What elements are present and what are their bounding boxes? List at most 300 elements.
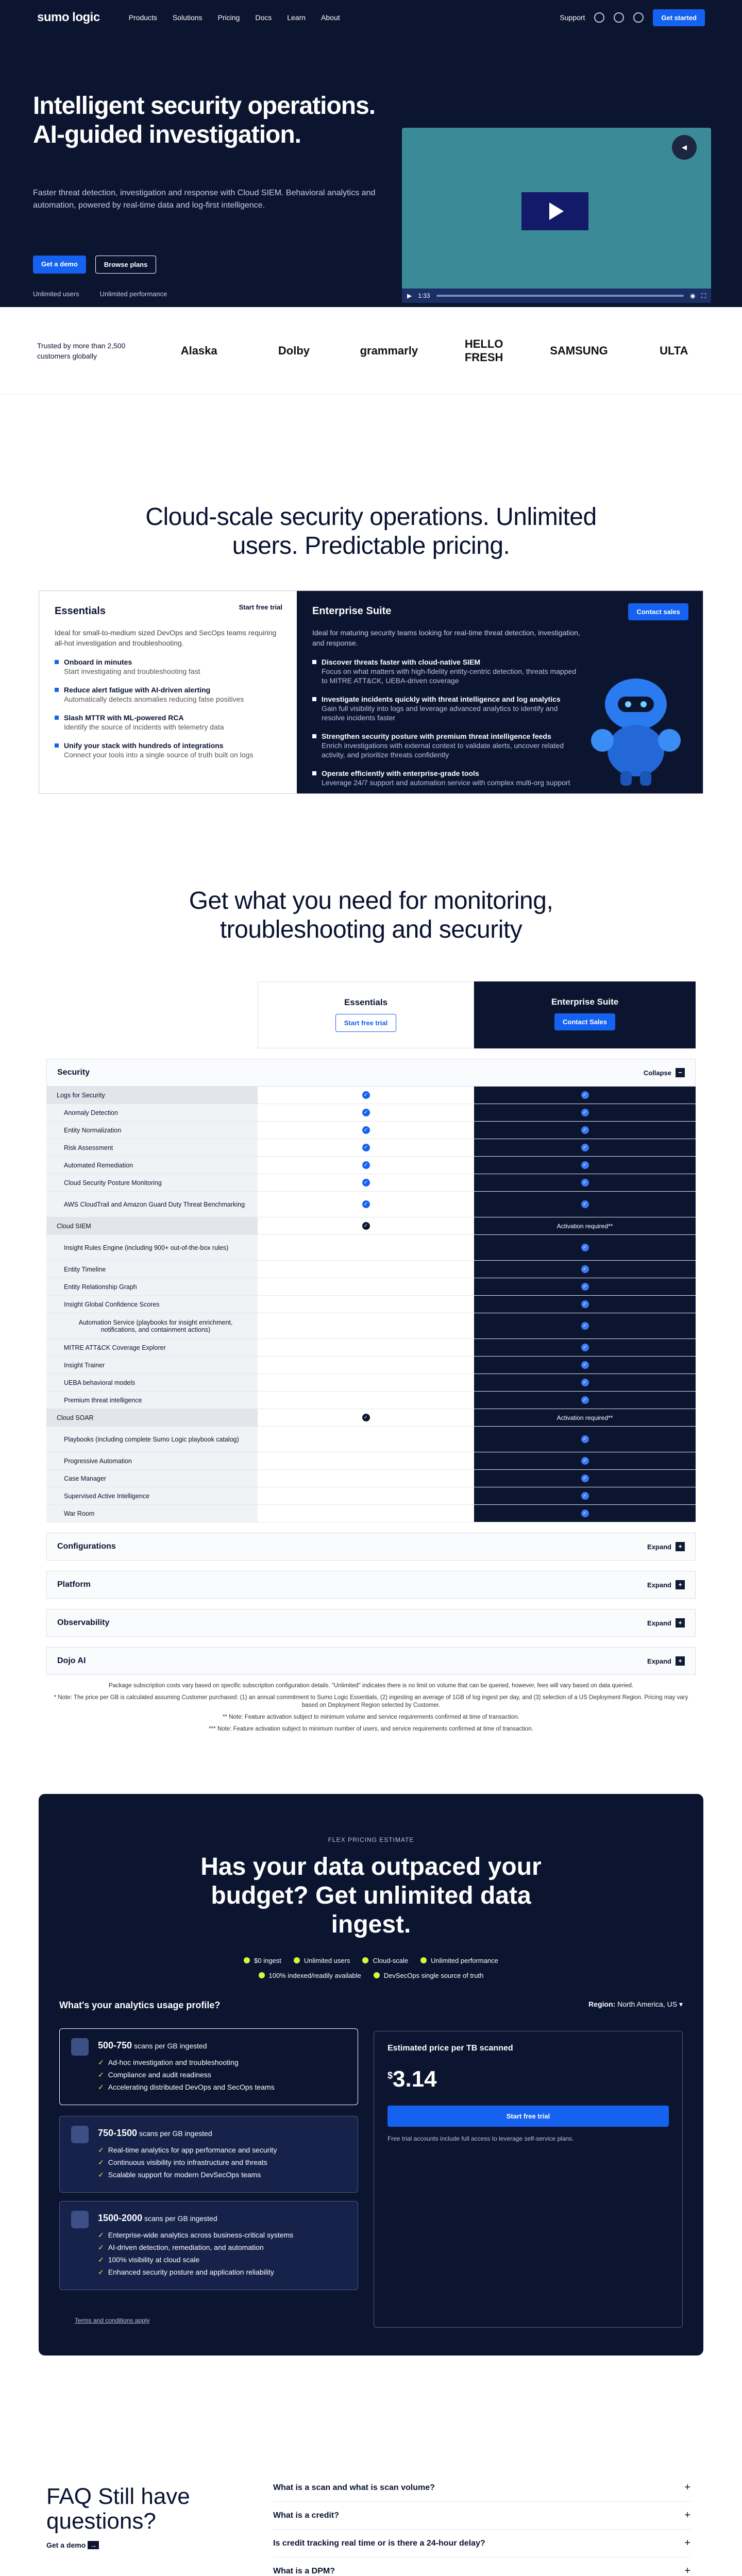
flex-kicker: FLEX PRICING ESTIMATE bbox=[328, 1836, 414, 1843]
feature-name: Cloud SIEM bbox=[46, 1217, 258, 1234]
plan-feature-title: Onboard in minutes bbox=[64, 658, 132, 666]
faq-question[interactable]: What is a scan and what is scan volume? + bbox=[273, 2474, 690, 2502]
col-essentials bbox=[258, 981, 474, 1048]
usage-tier-option[interactable] bbox=[59, 2028, 358, 2105]
fullscreen-icon[interactable]: ⛶ bbox=[701, 292, 706, 299]
nav-link-about[interactable]: About bbox=[321, 13, 340, 22]
search-icon[interactable] bbox=[633, 12, 644, 23]
hero-ctas bbox=[33, 256, 156, 274]
plan-feature bbox=[312, 694, 580, 722]
enterprise-title: Enterprise Suite bbox=[312, 605, 392, 617]
enterprise-cell bbox=[474, 1261, 696, 1278]
essentials-cell bbox=[258, 1104, 474, 1121]
estimate-panel bbox=[374, 2031, 683, 2328]
enterprise-cell bbox=[474, 1374, 696, 1391]
logo-ulta: ULTA bbox=[660, 344, 688, 357]
plan-essentials bbox=[39, 591, 297, 793]
feature-name: Cloud SOAR bbox=[46, 1409, 258, 1426]
tier-features bbox=[98, 2229, 345, 2278]
feature-name: Insight Trainer bbox=[46, 1357, 258, 1374]
essentials-cell bbox=[258, 1087, 474, 1104]
check-icon: ✓ bbox=[362, 1109, 370, 1116]
tier-feature: ✓ Compliance and audit readiness bbox=[98, 2069, 345, 2081]
plus-icon: + bbox=[676, 1542, 685, 1551]
check-icon: ✓ bbox=[581, 1244, 589, 1251]
faq-question[interactable]: What is a credit? + bbox=[273, 2502, 690, 2530]
enterprise-cell bbox=[474, 1409, 696, 1426]
flex-chip: Unlimited users bbox=[294, 1957, 350, 1964]
logo-grammarly: grammarly bbox=[360, 344, 418, 357]
feature-name: Automated Remediation bbox=[46, 1157, 258, 1174]
collapsed-categories bbox=[46, 1533, 696, 1675]
table-row bbox=[46, 1427, 696, 1452]
plan-feature-title: Investigate incidents quickly with threat intelligence and log analytics bbox=[322, 695, 561, 703]
tier-header bbox=[98, 2128, 345, 2139]
check-icon: ✓ bbox=[581, 1379, 589, 1386]
nav-right bbox=[560, 9, 705, 26]
check-icon: ✓ bbox=[581, 1200, 589, 1208]
expand-label: Expand bbox=[647, 1657, 671, 1665]
enterprise-cell bbox=[474, 1296, 696, 1313]
enterprise-cell bbox=[474, 1235, 696, 1260]
plus-icon: + bbox=[676, 1656, 685, 1666]
estimate-start-trial[interactable]: Start free trial bbox=[387, 2106, 669, 2127]
plan-feature-desc: Start investigating and troubleshooting fast bbox=[64, 667, 200, 675]
enterprise-features bbox=[312, 657, 580, 787]
category-row[interactable] bbox=[46, 1647, 696, 1675]
usage-tier-option[interactable] bbox=[59, 2116, 358, 2193]
video-controls bbox=[402, 289, 711, 303]
feature-name: Anomaly Detection bbox=[46, 1104, 258, 1121]
contact-sales-button[interactable]: Contact sales bbox=[628, 603, 688, 620]
terms-link[interactable]: Terms and conditions apply bbox=[75, 2317, 150, 2324]
enterprise-cell bbox=[474, 1487, 696, 1504]
essentials-cell bbox=[258, 1192, 474, 1217]
feature-name: Entity Normalization bbox=[46, 1122, 258, 1139]
enterprise-cell bbox=[474, 1278, 696, 1295]
currency: $ bbox=[387, 2070, 393, 2081]
table-row bbox=[46, 1192, 696, 1217]
essentials-cell bbox=[258, 1427, 474, 1452]
plan-feature bbox=[55, 685, 281, 704]
back-arrow-icon[interactable]: ◂ bbox=[672, 135, 697, 160]
table-row bbox=[46, 1409, 696, 1427]
tier-range: 500-750 bbox=[98, 2040, 132, 2050]
feature-name: Playbooks (including complete Sumo Logic playbook catalog) bbox=[46, 1427, 258, 1452]
category-label: Dojo AI bbox=[57, 1656, 86, 1665]
plan-feature bbox=[55, 713, 281, 732]
feature-name: Logs for Security bbox=[46, 1087, 258, 1104]
nav-link-solutions[interactable]: Solutions bbox=[172, 13, 203, 22]
check-icon: ✓ bbox=[362, 1144, 370, 1151]
plan-feature bbox=[312, 657, 580, 685]
check-icon: ✓ bbox=[581, 1091, 589, 1099]
tier-unit: scans per GB ingested bbox=[139, 2129, 212, 2138]
pricing-section bbox=[0, 395, 742, 794]
video-time: 1:33 bbox=[418, 292, 430, 299]
check-icon: ✓ bbox=[581, 1396, 589, 1404]
trusted-text: Trusted by more than 2,500 customers globally bbox=[37, 341, 126, 360]
tier-feature: ✓ Ad-hoc investigation and troubleshooting bbox=[98, 2056, 345, 2069]
essentials-cell bbox=[258, 1470, 474, 1487]
nav-links bbox=[129, 13, 340, 22]
tier-emblem-icon bbox=[71, 2211, 89, 2228]
check-icon: ✓ bbox=[581, 1322, 589, 1330]
compare-table bbox=[46, 981, 696, 1733]
user-icon[interactable] bbox=[614, 12, 624, 23]
feature-name: War Room bbox=[46, 1505, 258, 1522]
compare-section bbox=[0, 887, 742, 1733]
plan-feature bbox=[55, 657, 281, 676]
plan-feature-desc: Identify the source of incidents with telemetry data bbox=[64, 723, 224, 731]
footnote: ** Note: Feature activation subject to minimum volume and service requirements confirmed at time of transaction. bbox=[223, 1714, 519, 1720]
plus-icon: + bbox=[676, 1580, 685, 1589]
enterprise-cell bbox=[474, 1427, 696, 1452]
plan-feature bbox=[55, 741, 281, 759]
tier-range: 750-1500 bbox=[98, 2128, 138, 2138]
table-row bbox=[46, 1157, 696, 1174]
faq-question[interactable]: What is a DPM? + bbox=[273, 2557, 690, 2576]
check-icon: ✓ bbox=[362, 1179, 370, 1187]
check-icon: ✓ bbox=[581, 1283, 589, 1291]
price-value: 3.14 bbox=[393, 2066, 437, 2092]
usage-tier-option[interactable] bbox=[59, 2201, 358, 2290]
table-row bbox=[46, 1374, 696, 1392]
essentials-cell bbox=[258, 1296, 474, 1313]
region-select[interactable]: Region: North America, US ▾ bbox=[588, 2000, 683, 2008]
essentials-cell bbox=[258, 1487, 474, 1504]
enterprise-cell bbox=[474, 1157, 696, 1174]
flex-heading: Has your data outpaced your budget? Get unlimited data ingest. bbox=[200, 1853, 542, 1938]
plan-feature-title: Reduce alert fatigue with AI-driven alerting bbox=[64, 686, 211, 694]
tier-range: 1500-2000 bbox=[98, 2213, 143, 2223]
category-row[interactable] bbox=[46, 1571, 696, 1599]
tier-feature: ✓ Accelerating distributed DevOps and SecOps teams bbox=[98, 2081, 345, 2093]
plan-feature-desc: Enrich investigations with external context to validate alerts, uncover related activity, and prioritize threats confidently bbox=[322, 741, 564, 759]
table-row bbox=[46, 1392, 696, 1409]
essentials-cell bbox=[258, 1174, 474, 1191]
check-icon: ✓ bbox=[581, 1492, 589, 1500]
essentials-cell bbox=[258, 1278, 474, 1295]
estimate-note: Free trial accounts include full access to leverage self-service plans. bbox=[387, 2135, 574, 2142]
plan-feature bbox=[312, 732, 580, 759]
essentials-cell bbox=[258, 1122, 474, 1139]
tier-feature: ✓ Enhanced security posture and application reliability bbox=[98, 2266, 345, 2278]
faq bbox=[0, 2459, 742, 2576]
check-icon: ✓ bbox=[362, 1126, 370, 1134]
feature-name: Cloud Security Posture Monitoring bbox=[46, 1174, 258, 1191]
expand-toggle[interactable] bbox=[647, 1618, 685, 1628]
footnotes bbox=[46, 1682, 696, 1733]
check-icon: ✓ bbox=[581, 1457, 589, 1465]
flex-chip: Cloud-scale bbox=[362, 1957, 408, 1964]
col-enterprise bbox=[474, 981, 696, 1048]
estimate-price bbox=[387, 2066, 669, 2092]
tier-feature: ✓ Real-time analytics for app performance and security bbox=[98, 2144, 345, 2156]
category-label: Configurations bbox=[57, 1542, 116, 1551]
essentials-cell bbox=[258, 1505, 474, 1522]
col-contact-sales[interactable]: Contact Sales bbox=[554, 1013, 615, 1030]
enterprise-cell bbox=[474, 1122, 696, 1139]
tier-feature: ✓ Enterprise-wide analytics across business-critical systems bbox=[98, 2229, 345, 2241]
check-icon: ✓ bbox=[581, 1144, 589, 1151]
usage-question: What's your analytics usage profile? bbox=[59, 2000, 221, 2010]
feature-rows bbox=[46, 1087, 696, 1522]
essentials-features bbox=[55, 657, 281, 759]
hero-video[interactable] bbox=[402, 128, 711, 303]
faq-title: FAQ Still have questions? bbox=[46, 2484, 190, 2534]
essentials-cell bbox=[258, 1261, 474, 1278]
footnote: * Note: The price per GB is calculated assuming Customer purchased: (1) an annual commitment to Sumo Logic Essentials, (2) ingesting an average of 1GB of log ingest per day, and (3) selection of a US Deployment Region. Pricing may vary based on Deployment Region selected by Customer. bbox=[54, 1694, 688, 1708]
feature-name: Automation Service (playbooks for insight enrichment, notifications, and containment actions) bbox=[46, 1313, 258, 1338]
footnote: *** Note: Feature activation subject to minimum number of users, and service requirements confirmed at time of transaction. bbox=[209, 1726, 533, 1732]
tier-header bbox=[98, 2040, 345, 2051]
essentials-cell bbox=[258, 1357, 474, 1374]
table-row bbox=[46, 1470, 696, 1487]
pill-unlimited-performance: Unlimited performance bbox=[99, 290, 167, 298]
check-icon: ✓ bbox=[362, 1161, 370, 1169]
table-row bbox=[46, 1122, 696, 1139]
enterprise-cell bbox=[474, 1087, 696, 1104]
check-icon: ✓ bbox=[581, 1361, 589, 1369]
tier-feature: ✓ Scalable support for modern DevSecOps teams bbox=[98, 2168, 345, 2181]
hero bbox=[0, 35, 742, 307]
tier-unit: scans per GB ingested bbox=[133, 2042, 207, 2050]
table-row bbox=[46, 1235, 696, 1261]
plans bbox=[39, 590, 703, 794]
feature-name: Entity Relationship Graph bbox=[46, 1278, 258, 1295]
feature-name: Supervised Active Intelligence bbox=[46, 1487, 258, 1504]
check-icon: ✓ bbox=[362, 1200, 370, 1208]
nav-link-docs[interactable]: Docs bbox=[255, 13, 272, 22]
play-icon[interactable] bbox=[521, 192, 588, 230]
collapse-label: Collapse bbox=[643, 1069, 671, 1077]
tier-emblem-icon bbox=[71, 2126, 89, 2143]
table-row bbox=[46, 1487, 696, 1505]
col-start-free-trial[interactable]: Start free trial bbox=[335, 1014, 397, 1032]
plan-feature-title: Slash MTTR with ML-powered RCA bbox=[64, 714, 184, 722]
volume-icon[interactable]: ◉ bbox=[690, 292, 696, 299]
enterprise-cell bbox=[474, 1470, 696, 1487]
essentials-cell bbox=[258, 1392, 474, 1409]
flex-chip: Unlimited performance bbox=[420, 1957, 498, 1964]
table-row bbox=[46, 1313, 696, 1339]
plan-feature-title: Operate efficiently with enterprise-grade tools bbox=[322, 769, 479, 777]
table-row bbox=[46, 1139, 696, 1157]
nav-link-products[interactable]: Products bbox=[128, 13, 157, 22]
faq-question[interactable]: Is credit tracking real time or is there a 24-hour delay? + bbox=[273, 2530, 690, 2557]
hero-title: Intelligent security operations. AI-guided investigation. bbox=[33, 92, 376, 148]
nav-link-learn[interactable]: Learn bbox=[287, 13, 306, 22]
pill-unlimited-users: Unlimited users bbox=[33, 290, 79, 298]
flex-chip: 100% indexed/readily available bbox=[259, 1972, 361, 1979]
flex-chip: DevSecOps single source of truth bbox=[374, 1972, 484, 1979]
plus-icon: + bbox=[676, 1618, 685, 1628]
essentials-cell bbox=[258, 1313, 474, 1338]
plan-enterprise bbox=[297, 591, 703, 793]
region-label: Region: bbox=[588, 2000, 616, 2008]
category-label: Platform bbox=[57, 1580, 91, 1589]
enterprise-cell bbox=[474, 1339, 696, 1356]
table-row bbox=[46, 1217, 696, 1235]
check-icon: ✓ bbox=[581, 1109, 589, 1116]
table-row bbox=[46, 1278, 696, 1296]
start-free-trial-link[interactable]: Start free trial bbox=[239, 603, 282, 611]
support-link[interactable]: Support bbox=[560, 13, 585, 22]
check-icon: ✓ bbox=[581, 1179, 589, 1187]
flex-pricing bbox=[39, 1794, 703, 2355]
enterprise-cell bbox=[474, 1174, 696, 1191]
check-icon: ✓ bbox=[581, 1265, 589, 1273]
enterprise-cell bbox=[474, 1392, 696, 1409]
enterprise-cell bbox=[474, 1192, 696, 1217]
check-icon: ✓ bbox=[581, 1510, 589, 1517]
globe-icon[interactable] bbox=[594, 12, 604, 23]
tier-features bbox=[98, 2056, 345, 2093]
tier-unit: scans per GB ingested bbox=[144, 2214, 217, 2223]
table-row bbox=[46, 1339, 696, 1357]
trusted-by bbox=[0, 307, 742, 395]
collapse-toggle[interactable] bbox=[644, 1068, 685, 1077]
expand-toggle[interactable] bbox=[647, 1542, 685, 1551]
check-icon: ✓ bbox=[581, 1126, 589, 1134]
region-value: North America, US bbox=[617, 2000, 678, 2008]
browse-plans-button[interactable]: Browse plans bbox=[95, 256, 157, 274]
get-demo-button[interactable]: Get a demo bbox=[33, 256, 86, 274]
feature-name: UEBA behavioral models bbox=[46, 1374, 258, 1391]
arrow-icon: → bbox=[88, 2541, 99, 2549]
feature-name: Risk Assessment bbox=[46, 1139, 258, 1156]
check-icon: ✓ bbox=[581, 1300, 589, 1308]
table-row bbox=[46, 1505, 696, 1522]
enterprise-cell bbox=[474, 1505, 696, 1522]
plan-feature-desc: Leverage 24/7 support and automation service with complex multi-org support bbox=[322, 778, 570, 787]
expand-toggle[interactable] bbox=[647, 1580, 685, 1589]
check-icon: ✓ bbox=[581, 1475, 589, 1482]
essentials-cell bbox=[258, 1409, 474, 1426]
plan-feature-desc: Gain full visibility into logs and leverage advanced analytics to identify and resolve incidents faster bbox=[322, 704, 558, 722]
essentials-cell bbox=[258, 1139, 474, 1156]
plan-feature bbox=[312, 769, 580, 787]
essentials-cell bbox=[258, 1339, 474, 1356]
faq-demo-label: Get a demo bbox=[46, 2541, 86, 2549]
enterprise-cell bbox=[474, 1139, 696, 1156]
get-started-button[interactable]: Get started bbox=[653, 9, 705, 26]
check-icon: ✓ bbox=[581, 1344, 589, 1351]
play-small-icon[interactable]: ▶ bbox=[407, 292, 412, 299]
enterprise-cell bbox=[474, 1452, 696, 1469]
table-row bbox=[46, 1296, 696, 1313]
col-essentials-title: Essentials bbox=[344, 997, 388, 1007]
enterprise-cell bbox=[474, 1217, 696, 1234]
logo-alaska: Alaska bbox=[180, 344, 217, 357]
check-icon: ✓ bbox=[581, 1435, 589, 1443]
nav-link-pricing[interactable]: Pricing bbox=[217, 13, 240, 22]
plan-feature-desc: Connect your tools into a single source of truth built on logs bbox=[64, 751, 254, 759]
tier-feature: ✓ AI-driven detection, remediation, and automation bbox=[98, 2241, 345, 2253]
feature-name: MITRE ATT&CK Coverage Explorer bbox=[46, 1339, 258, 1356]
feature-name: Entity Timeline bbox=[46, 1261, 258, 1278]
plan-feature-title: Unify your stack with hundreds of integrations bbox=[64, 741, 224, 750]
table-row bbox=[46, 1357, 696, 1374]
col-enterprise-title: Enterprise Suite bbox=[551, 997, 619, 1007]
flex-chip: $0 ingest bbox=[244, 1957, 281, 1964]
category-row[interactable] bbox=[46, 1609, 696, 1637]
tier-emblem-icon bbox=[71, 2038, 89, 2056]
plan-feature-desc: Automatically detects anomalies reducing false positives bbox=[64, 695, 244, 703]
table-row bbox=[46, 1452, 696, 1470]
feature-name: Case Manager bbox=[46, 1470, 258, 1487]
footnote: Package subscription costs vary based on specific subscription configuration details. "Unlimited" indicates there is no limit on volume that can be queried, however, fees will vary based on data queried. bbox=[108, 1683, 634, 1689]
tier-header bbox=[98, 2213, 345, 2224]
table-row bbox=[46, 1104, 696, 1122]
robot-mascot-icon bbox=[584, 668, 687, 787]
essentials-title: Essentials bbox=[55, 605, 106, 617]
hero-pills bbox=[33, 290, 167, 298]
feature-name: AWS CloudTrail and Amazon Guard Duty Threat Benchmarking bbox=[46, 1192, 258, 1217]
essentials-cell bbox=[258, 1452, 474, 1469]
faq-demo-link[interactable] bbox=[46, 2541, 99, 2549]
feature-name: Insight Rules Engine (including 900+ out-of-the-box rules) bbox=[46, 1235, 258, 1260]
category-security[interactable] bbox=[46, 1059, 696, 1087]
logo-hellofresh: HELLO FRESH bbox=[464, 337, 503, 364]
essentials-cell bbox=[258, 1217, 474, 1234]
category-row[interactable] bbox=[46, 1533, 696, 1561]
table-row bbox=[46, 1087, 696, 1104]
tier-feature: ✓ 100% visibility at cloud scale bbox=[98, 2253, 345, 2266]
enterprise-cell bbox=[474, 1104, 696, 1121]
minus-icon: − bbox=[676, 1068, 685, 1077]
enterprise-cell bbox=[474, 1357, 696, 1374]
video-progress[interactable] bbox=[436, 295, 684, 297]
essentials-cell bbox=[258, 1374, 474, 1391]
expand-toggle[interactable] bbox=[647, 1656, 685, 1666]
enterprise-desc: Ideal for maturing security teams looking for real-time threat detection, investigation, and response. bbox=[312, 629, 580, 647]
logo-dolby: Dolby bbox=[278, 344, 310, 357]
feature-name: Progressive Automation bbox=[46, 1452, 258, 1469]
essentials-cell bbox=[258, 1235, 474, 1260]
essentials-desc: Ideal for small-to-medium sized DevOps and SecOps teams requiring all-hot investigation and troubleshooting. bbox=[55, 629, 277, 647]
feature-name: Premium threat intelligence bbox=[46, 1392, 258, 1409]
tier-features bbox=[98, 2144, 345, 2181]
check-icon: ✓ bbox=[362, 1414, 370, 1421]
check-icon: ✓ bbox=[362, 1091, 370, 1099]
flex-chips bbox=[211, 1957, 531, 1979]
sumo-logic-logo[interactable]: sumo logic bbox=[37, 10, 100, 24]
enterprise-cell bbox=[474, 1313, 696, 1338]
estimate-label: Estimated price per TB scanned bbox=[387, 2044, 513, 2053]
compare-heading: Get what you need for monitoring, troubleshooting and security bbox=[189, 887, 553, 943]
activation-required: Activation required** bbox=[556, 1414, 613, 1421]
feature-name: Insight Global Confidence Scores bbox=[46, 1296, 258, 1313]
plan-feature-desc: Focus on what matters with high-fidelity entity-centric detection, threats mapped to MITRE ATT&CK, UEBA-driven coverage bbox=[322, 667, 577, 685]
expand-label: Expand bbox=[647, 1543, 671, 1551]
category-security-label: Security bbox=[57, 1068, 90, 1077]
activation-required: Activation required** bbox=[556, 1222, 613, 1230]
top-nav bbox=[0, 0, 742, 35]
category-label: Observability bbox=[57, 1618, 110, 1627]
check-icon: ✓ bbox=[581, 1161, 589, 1169]
expand-label: Expand bbox=[647, 1581, 671, 1589]
check-icon: ✓ bbox=[362, 1222, 370, 1230]
table-row bbox=[46, 1261, 696, 1278]
table-row bbox=[46, 1174, 696, 1192]
faq-list bbox=[273, 2474, 690, 2576]
expand-label: Expand bbox=[647, 1619, 671, 1627]
compare-header bbox=[46, 981, 696, 1048]
essentials-cell bbox=[258, 1157, 474, 1174]
logo-samsung: SAMSUNG bbox=[550, 344, 608, 357]
